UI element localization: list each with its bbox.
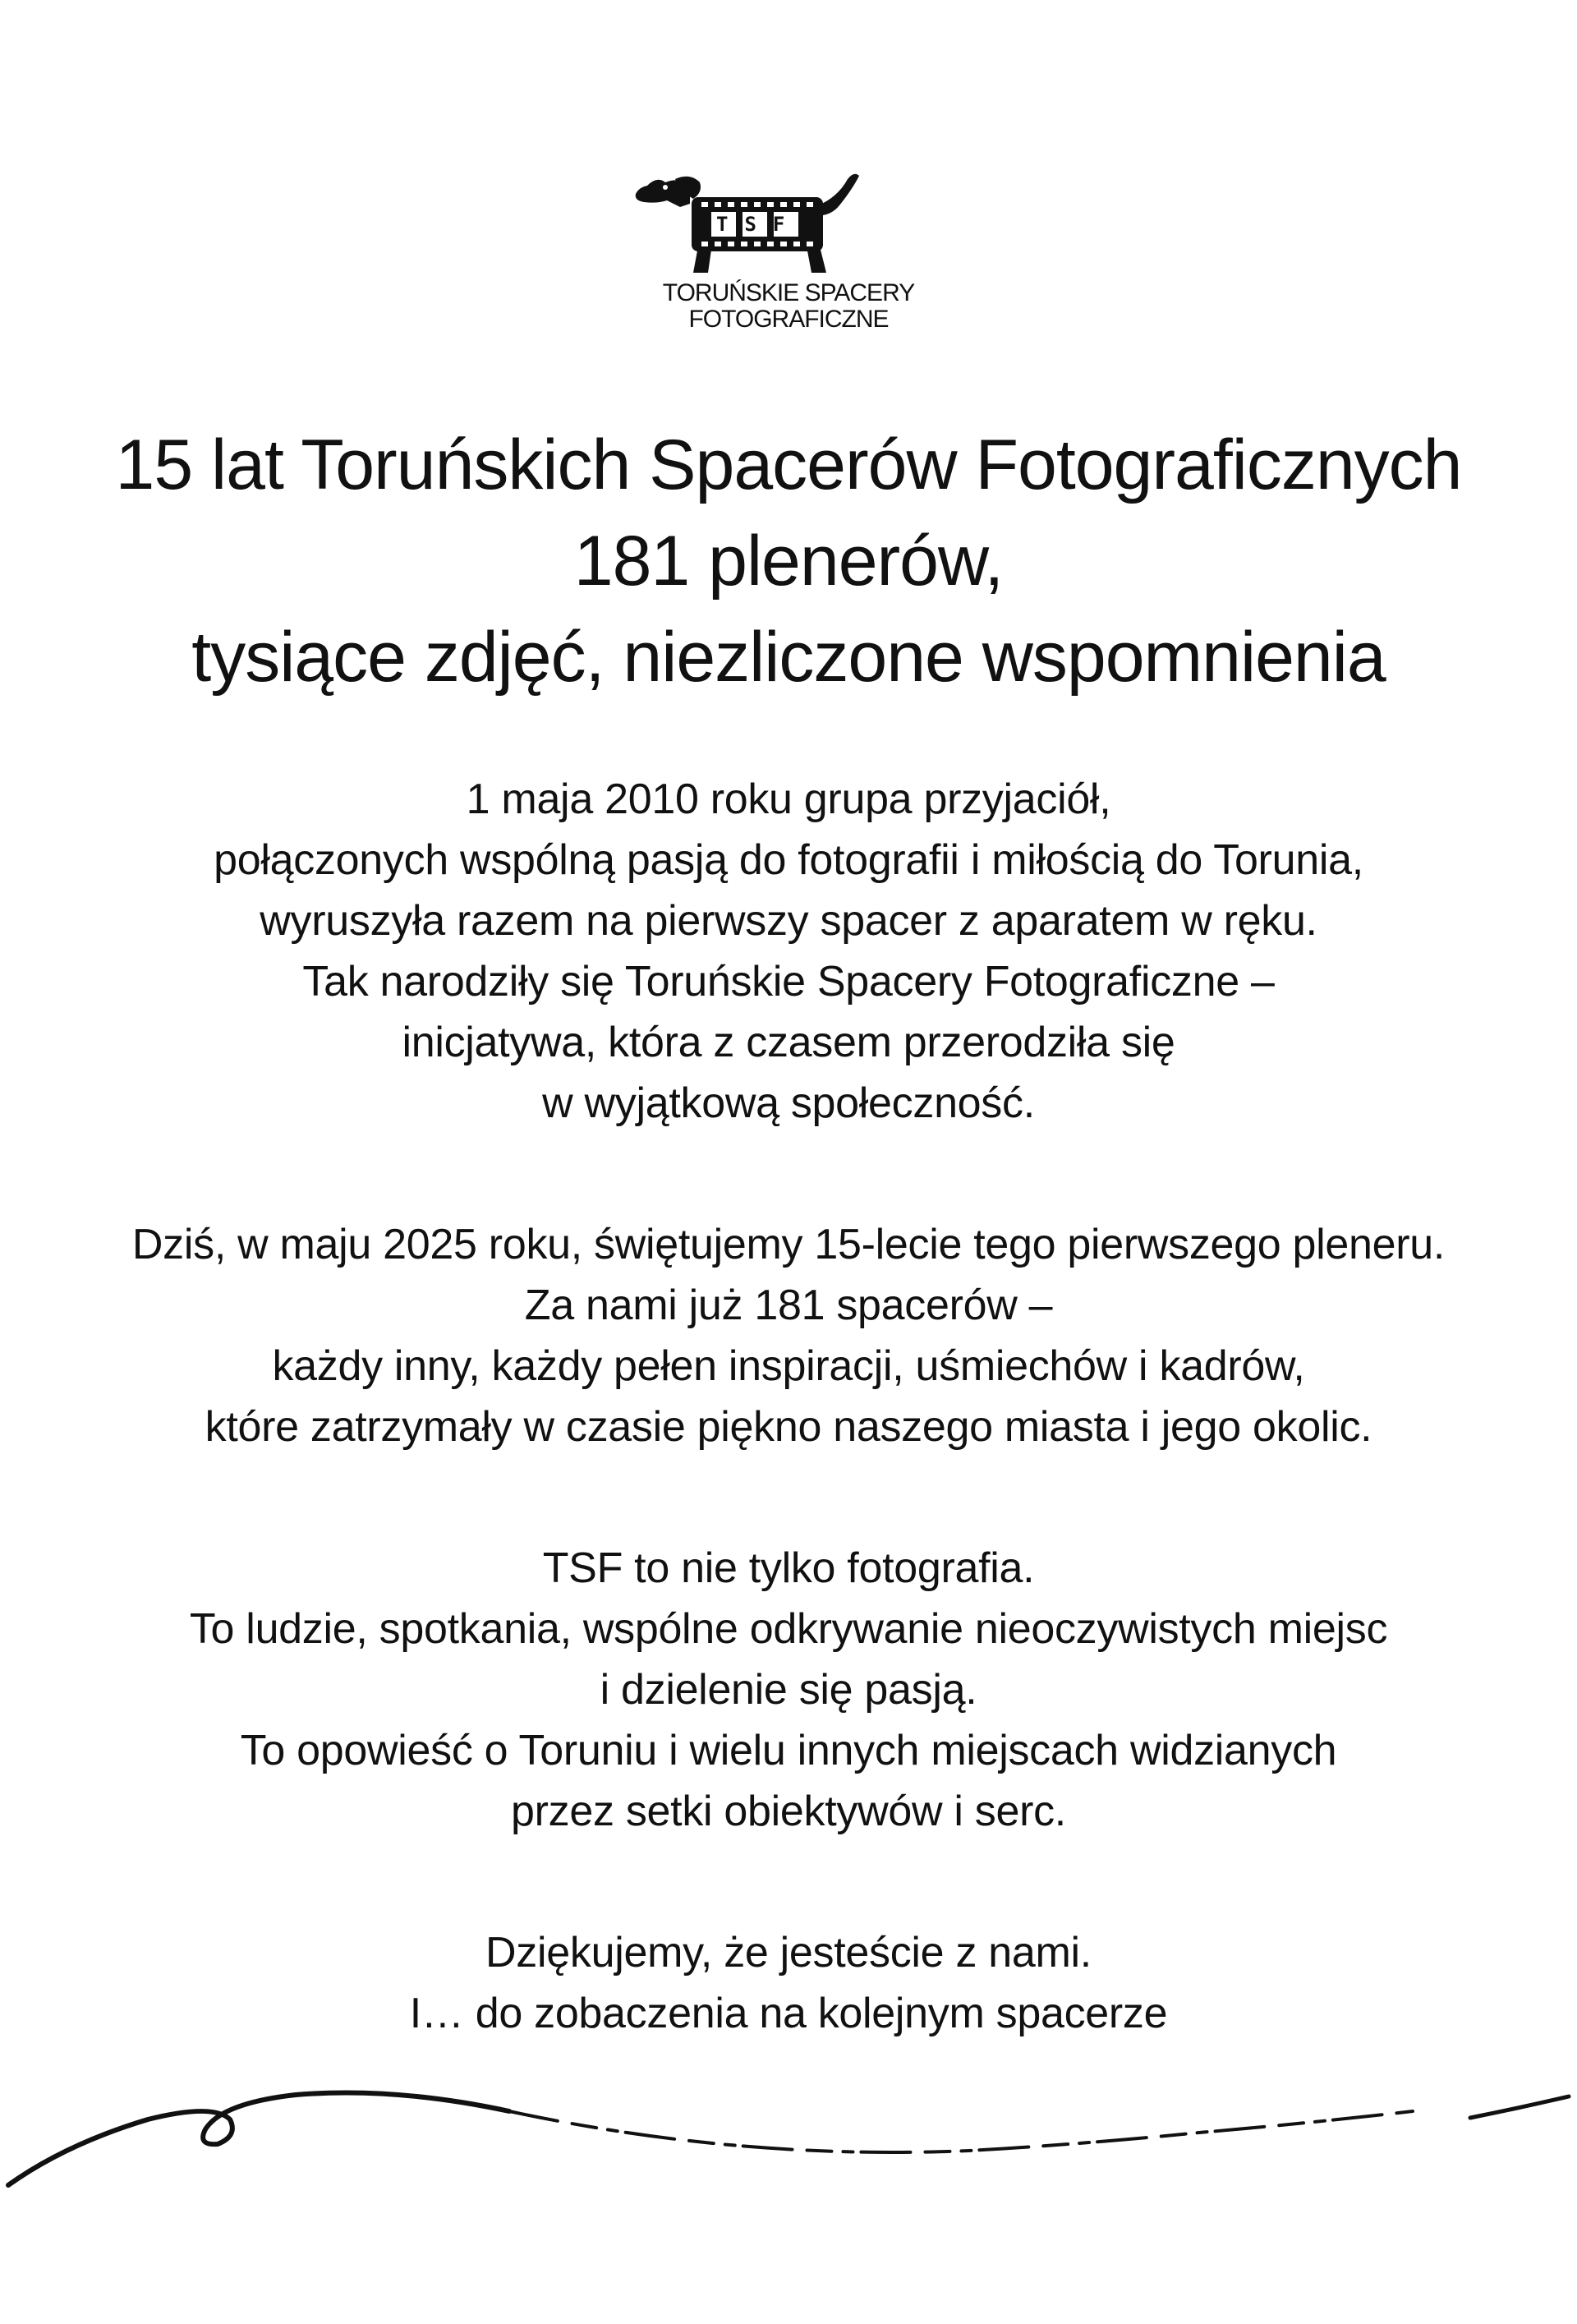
logo-line-2: FOTOGRAFICZNE [688, 306, 889, 333]
text-line: Dziś, w maju 2025 roku, świętujemy 15-lecie tego pierwszego pleneru. [131, 1221, 1446, 1268]
text-line: TSF to nie tylko fotografia. [542, 1544, 1035, 1592]
text-line: To ludzie, spotkania, wspólne odkrywanie nieoczywistych miejsc [189, 1605, 1388, 1653]
text-line: To opowieść o Toruniu i wielu innych miejscach widzianych [240, 1727, 1337, 1774]
text-line: wyruszyła razem na pierwszy spacer z aparatem w ręku. [260, 897, 1317, 945]
headline [0, 417, 1577, 706]
logo-line-1: TORUŃSKIE SPACERY [662, 279, 915, 306]
text-line: każdy inny, każdy pełen inspiracji, uśmiechów i kadrów, [272, 1342, 1305, 1390]
tsf-emblem-text [711, 212, 802, 237]
text-line: i dzielenie się pasją. [600, 1666, 977, 1714]
paragraph-history [0, 769, 1577, 1134]
text-line: które zatrzymały w czasie piękno naszego miasta i jego okolic. [205, 1403, 1372, 1451]
paragraph-thanks [0, 1922, 1577, 2044]
paragraph-about-tsf [0, 1538, 1577, 1842]
text-line: połączonych wspólną pasją do fotografii i miłością do Torunia, [214, 836, 1363, 884]
text-line: Tak narodziły się Toruńskie Spacery Fotograficzne – [302, 958, 1275, 1006]
text-line: inicjatywa, która z czasem przerodziła się [402, 1019, 1175, 1066]
paragraph-anniversary [0, 1214, 1577, 1457]
tsf-logo [632, 164, 945, 337]
text-line: Za nami już 181 spacerów – [524, 1282, 1053, 1329]
text-line: 1 maja 2010 roku grupa przyjaciół, [466, 775, 1111, 823]
headline-line: 15 lat Toruńskich Spacerów Fotograficznych [115, 426, 1462, 504]
tsf-emblem-letters: TSF [716, 213, 802, 236]
text-line: Dziękujemy, że jesteście z nami. [485, 1929, 1092, 1977]
headline-line: tysiące zdjęć, niezliczone wspomnienia [191, 618, 1386, 697]
headline-line: 181 plenerów, [573, 522, 1004, 601]
text-line: w wyjątkową społeczność. [542, 1079, 1035, 1127]
text-line: I… do zobaczenia na kolejnym spacerze [409, 1990, 1168, 2037]
decorative-flourish [0, 2054, 1577, 2218]
text-line: przez setki obiektywów i serc. [511, 1788, 1066, 1835]
